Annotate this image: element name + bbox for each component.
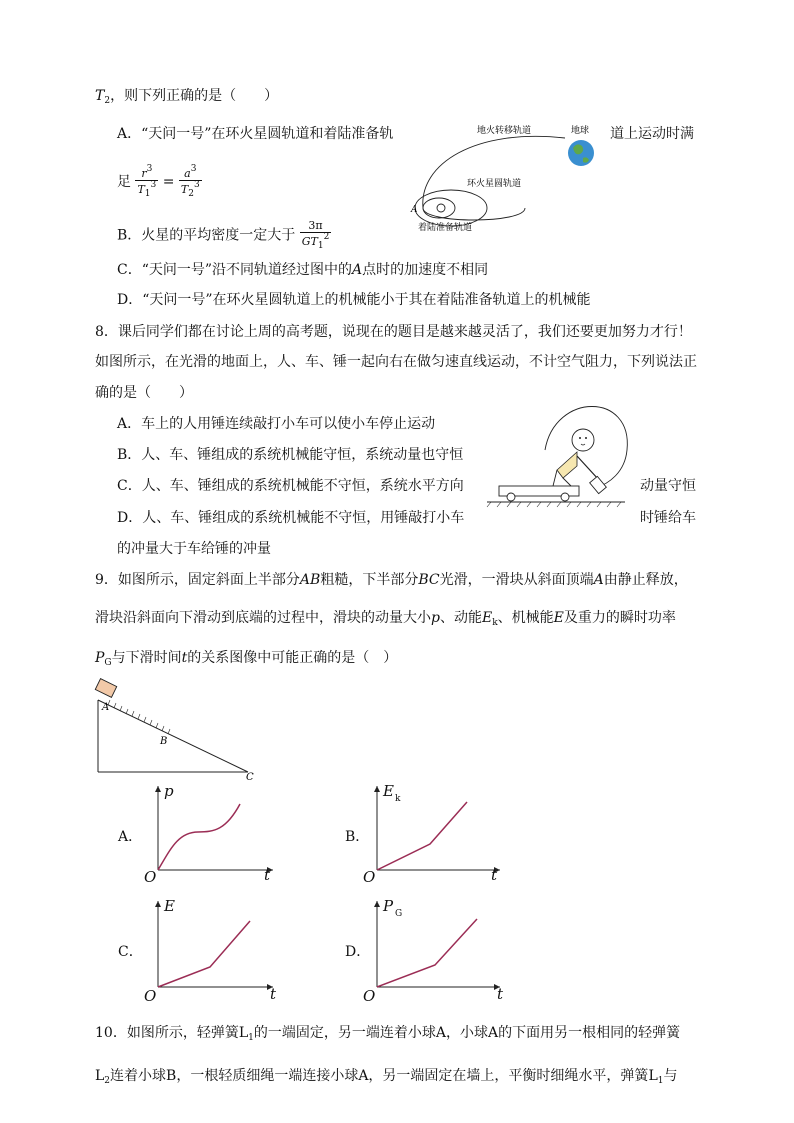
- q8-option-d-tail: 时锤给车: [640, 510, 696, 526]
- cart-figure: [485, 400, 635, 508]
- y-axis-label: P: [383, 897, 394, 915]
- label-earth: 地球: [571, 126, 590, 136]
- label-A: A: [102, 702, 110, 713]
- cart-wheel-left: [507, 493, 515, 501]
- graph-option-label: C．: [118, 944, 143, 960]
- label-transfer-orbit: 地火转移轨道: [477, 126, 532, 136]
- q8-option-b: B．人、车、锤组成的系统机械能守恒，系统动量也守恒: [117, 447, 464, 463]
- incline-figure: [90, 678, 270, 788]
- t2-symbol: T: [95, 88, 105, 104]
- x-axis-label: t: [264, 866, 271, 884]
- q7-option-b: B．火星的平均密度一定大于 $\frac{3\pi}{GT_1^2}$: [117, 219, 330, 251]
- hammer-head: [590, 476, 607, 493]
- q9-line1: 9．如图所示，固定斜面上半部分AB粗糙，下半部分BC光滑，一滑块从斜面顶端A由静止释放，: [95, 572, 688, 588]
- graph-panel-1: [118, 780, 283, 892]
- q10-line1: 10．如图所示，轻弹簧$L_1$的一端固定，另一端连着小球A，小球A的下面用另一根相同的轻弹簧: [95, 1025, 681, 1043]
- person-head: [572, 429, 594, 451]
- mars-icon: [437, 204, 445, 212]
- fraction-r3-t13: $\frac{r^3}{T_1^3}$: [137, 164, 157, 199]
- graph-curve: [377, 919, 477, 987]
- fraction-a3-t23: $\frac{a^3}{T_2^3}$: [180, 164, 200, 199]
- label-B: B: [160, 736, 168, 747]
- graph-option-label: A．: [118, 829, 143, 845]
- q8-option-a: A．车上的人用锤连续敲打小车可以使小车停止运动: [117, 416, 436, 432]
- q9-line2: 滑块沿斜面向下滑动到底端的过程中，滑块的动量大小p、动能$E_k$、机械能E及重力的瞬时功率: [95, 610, 676, 628]
- origin-label: O: [144, 868, 157, 886]
- q7-stem: $T_2$，则下列正确的是（ ）: [95, 88, 279, 106]
- label-landing-orbit: 着陆准备轨道: [418, 223, 473, 233]
- origin-label: O: [363, 868, 376, 886]
- q10-line2: $L_2$连着小球B，一根轻质细绳一端连接小球A，另一端固定在墙上，平衡时细绳水平，弹簧$L_1$与: [95, 1068, 678, 1086]
- origin-label: O: [363, 987, 376, 1005]
- origin-label: O: [144, 987, 157, 1005]
- y-axis-label: E: [383, 782, 394, 800]
- fraction-3pi-gt12: $\frac{3\pi}{GT_1^2}$: [301, 219, 330, 251]
- label-circular-orbit: 环火星圆轨道: [467, 179, 522, 189]
- circular-orbit: [415, 190, 487, 226]
- x-axis-label: t: [497, 985, 504, 1003]
- q8-option-c: C．人、车、锤组成的系统机械能不守恒，系统水平方向: [117, 478, 464, 494]
- label-C: C: [246, 772, 254, 783]
- graph-panel-2: [345, 780, 510, 892]
- x-axis-label: t: [491, 866, 498, 884]
- graph-option-label: D．: [345, 944, 371, 960]
- transfer-orbit: [423, 136, 565, 208]
- graph-axes: [118, 780, 283, 892]
- x-axis-label: t: [270, 985, 277, 1003]
- q7-option-c: C．“天问一号”沿不同轨道经过图中的A点时的加速度不相同: [117, 262, 489, 278]
- q8-option-d-line2: 的冲量大于车给锤的冲量: [117, 541, 271, 557]
- graph-axes: [118, 895, 283, 1007]
- cart-wheel-right: [561, 493, 569, 501]
- y-axis-label-sub: G: [395, 909, 403, 919]
- q8-line3: 确的是（ ）: [95, 385, 193, 401]
- q7-option-a-line1: A．“天问一号”在环火星圆轨道和着陆准备轨: [117, 126, 394, 142]
- q7-option-a-formula: 足 $\frac{r^3}{T_1^3}$ = $\frac{a^3}{T_2^3}$: [117, 164, 200, 199]
- graph-curve: [377, 802, 467, 870]
- slider-block: [95, 679, 116, 698]
- person-body: [557, 452, 577, 478]
- graph-option-label: B．: [345, 829, 370, 845]
- q8-option-d: D．人、车、锤组成的系统机械能不守恒，用锤敲打小车: [117, 510, 465, 526]
- graph-curve: [158, 804, 240, 870]
- incline-surface: [98, 700, 248, 772]
- y-axis-label-sub: k: [395, 794, 401, 804]
- graph-curve: [158, 921, 250, 987]
- orbit-figure: [405, 116, 615, 238]
- label-point-a: A: [411, 205, 418, 215]
- y-axis-label: p: [164, 782, 174, 800]
- q9-line3: $P_G$与下滑时间t的关系图像中可能正确的是（ ）: [95, 650, 398, 668]
- q7-option-a-line1-tail: 道上运动时满: [610, 126, 694, 142]
- hammer-handle: [577, 456, 599, 480]
- y-axis-label: E: [164, 897, 175, 915]
- q8-line2: 如图所示，在光滑的地面上，人、车、锤一起向右在做匀速直线运动，不计空气阻力，下列说法正: [95, 354, 697, 370]
- q7-option-d: D．“天问一号”在环火星圆轨道上的机械能小于其在着陆准备轨道上的机械能: [117, 292, 591, 308]
- graph-panel-3: [118, 895, 283, 1007]
- q8-line1: 8．课后同学们都在讨论上周的高考题，说现在的题目是越来越灵活了，我们还要更加努力才行！: [95, 324, 692, 340]
- q8-option-c-tail: 动量守恒: [640, 478, 696, 494]
- graph-panel-4: [345, 895, 510, 1007]
